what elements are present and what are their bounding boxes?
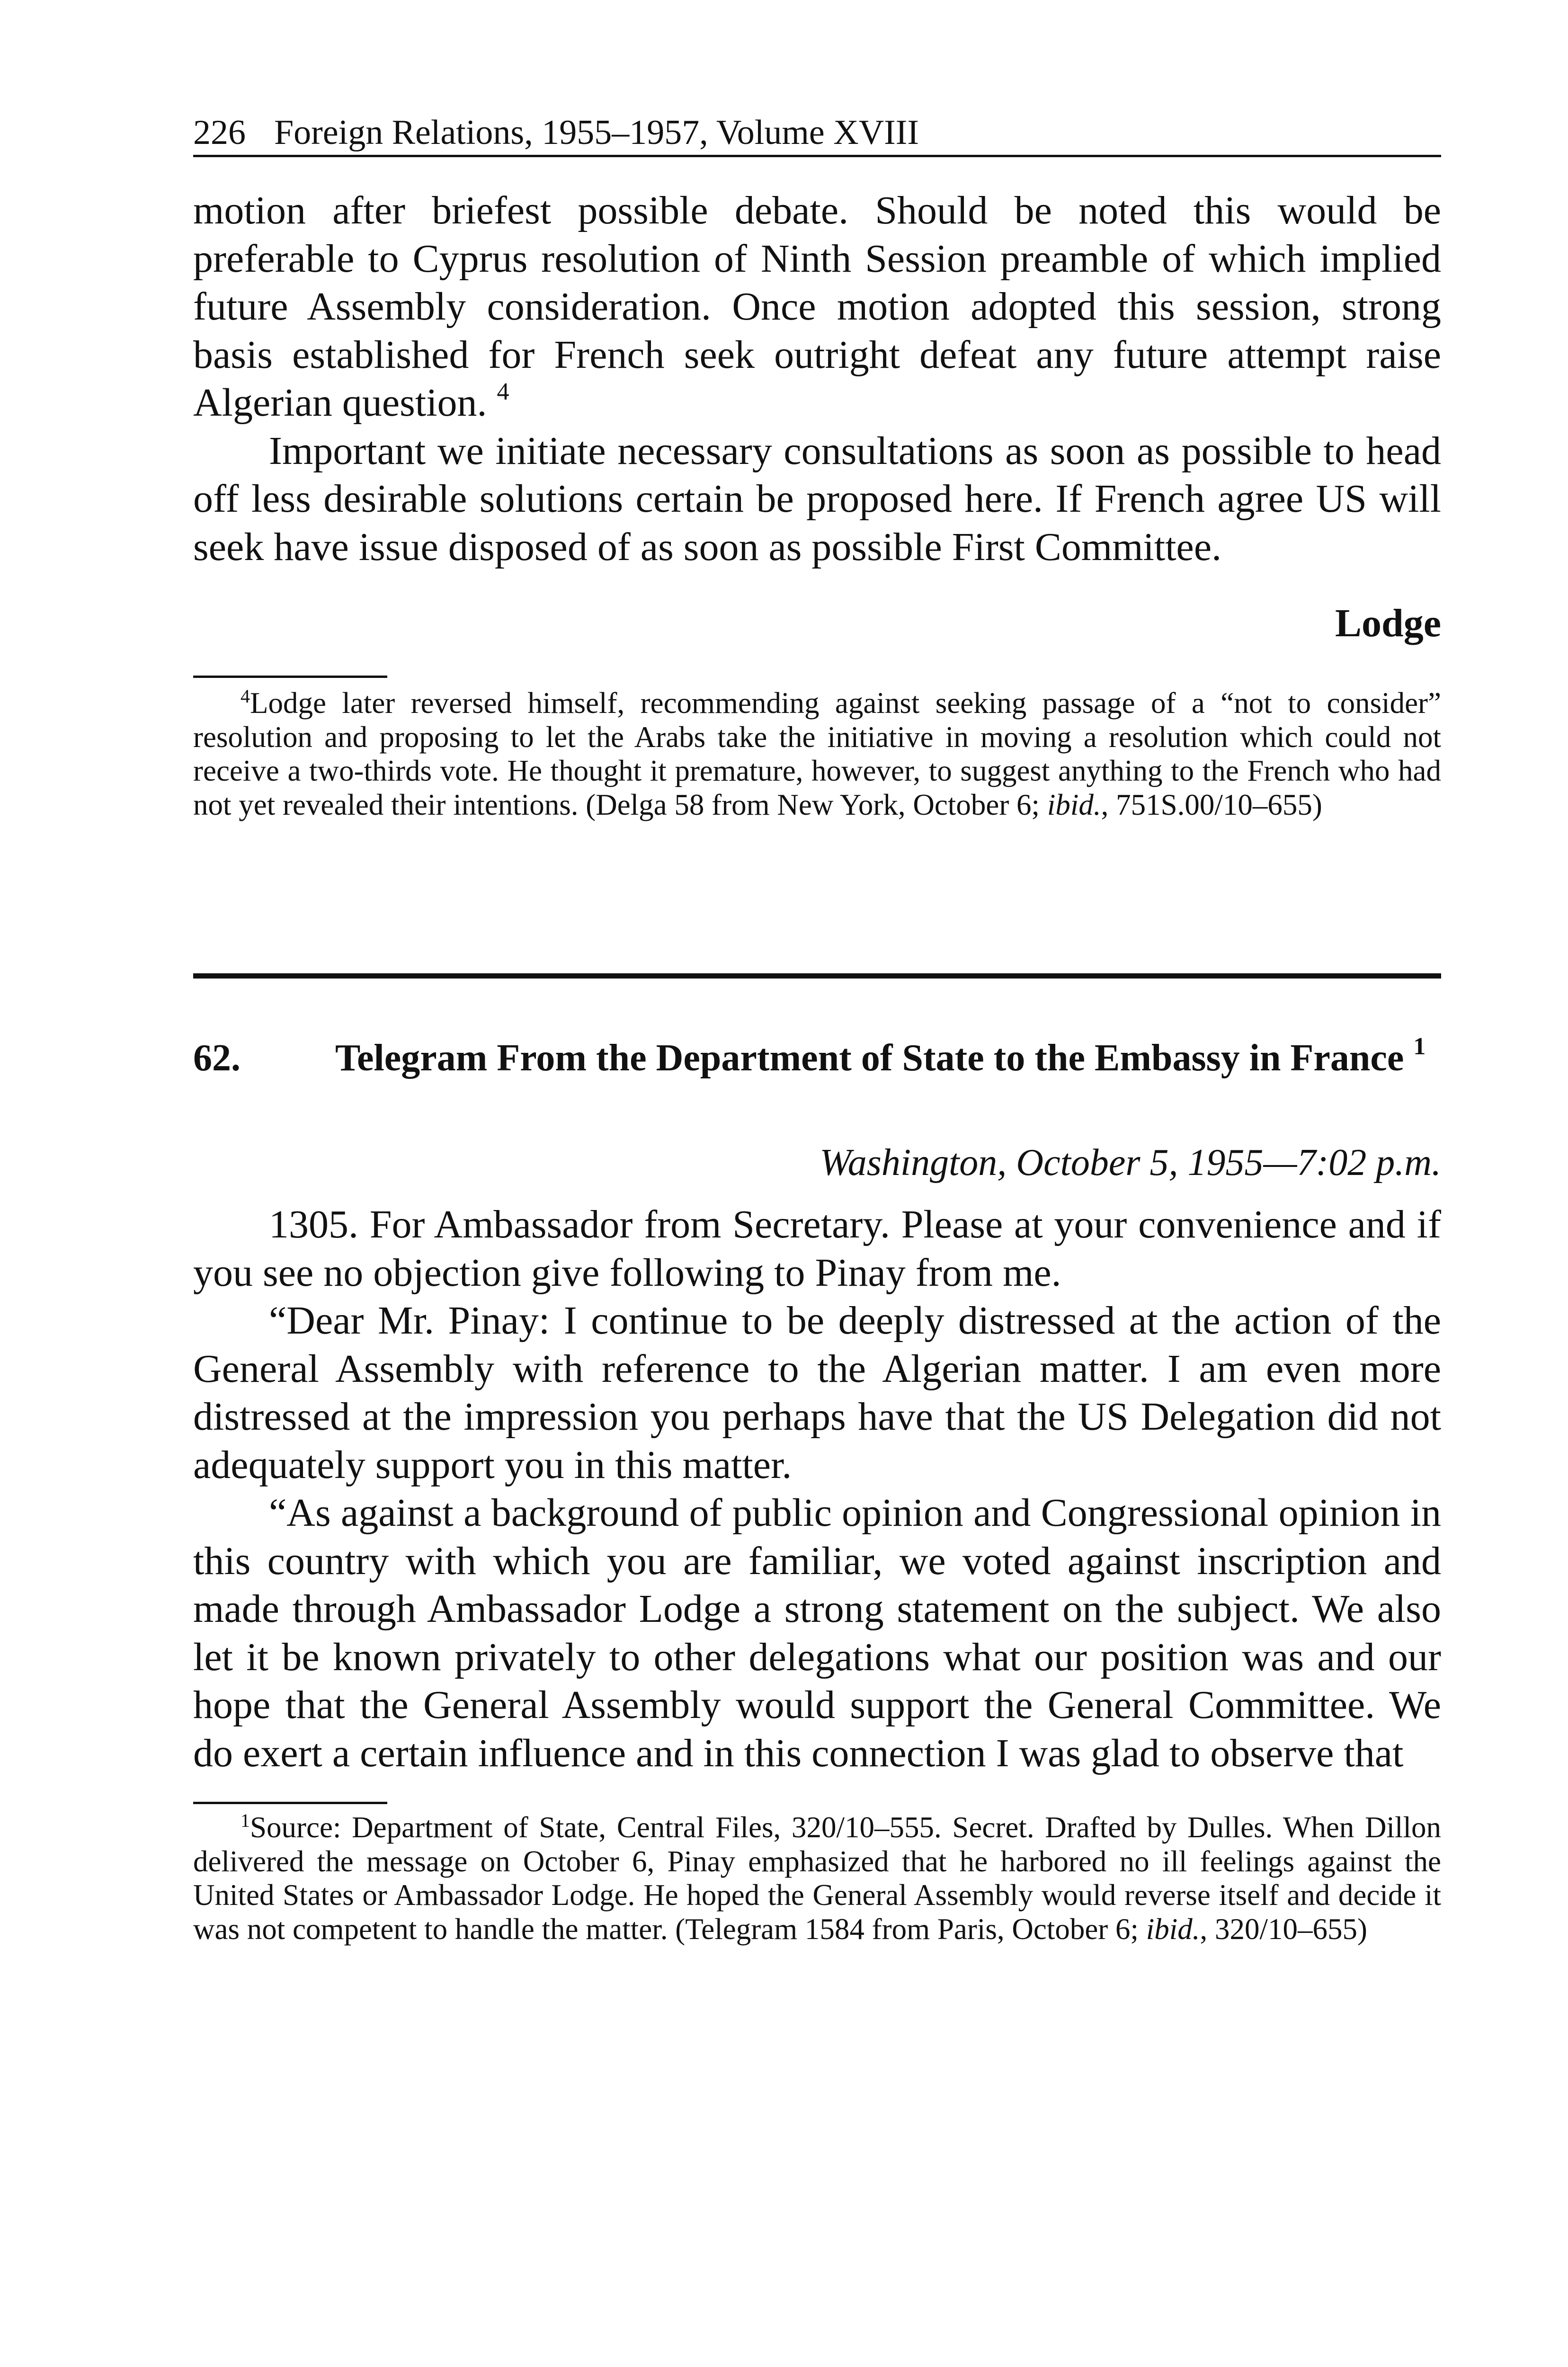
footnote-ibid: ibid.	[1047, 788, 1101, 821]
running-header	[193, 111, 1441, 157]
footnote	[193, 686, 1441, 822]
footnote-text: Lodge later reversed himself, recommending against seeking passage of a “not to consider” resolution and proposing to let the Arabs take the initiative in moving a resolution which could not receive a two-thirds vote. He thought it premature, however, to suggest anything to the French who had not yet revealed their intentions. (Delga 58 from New York, October 6;	[193, 686, 1441, 821]
document-heading	[193, 1034, 1441, 1082]
footnote	[193, 1811, 1441, 1946]
document-number: 62.	[193, 1037, 241, 1079]
running-title: Foreign Relations, 1955–1957, Volume XVIII	[274, 113, 919, 152]
footnote-reference: 4	[497, 378, 509, 405]
section-divider	[193, 973, 1441, 979]
document-body	[193, 1201, 1441, 1777]
document-title-wrapper	[335, 1034, 1441, 1082]
paragraph: “As against a background of public opinion and Congressional opinion in this country with which you are familiar, we voted against inscription and made through Ambassador Lodge a strong statement on the subject. We also let it be known privately to other delegations what our position was and our hope that the General Assembly would support the General Committee. We do exert a certain influence and in this connection I was glad to observe that	[193, 1491, 1441, 1775]
dateline: Washington, October 5, 1955—7:02 p.m.	[820, 1142, 1441, 1184]
signature: Lodge	[1335, 601, 1441, 645]
continued-text	[193, 187, 1441, 571]
paragraph: “Dear Mr. Pinay: I continue to be deeply distressed at the action of the General Assembly with reference to the Algerian matter. I am even more distressed at the impression you perhaps have that the US Delegation did not adequately support you in this matter.	[193, 1299, 1441, 1487]
footnote-citation: , 751S.00/10–655)	[1101, 788, 1322, 821]
footnote-marker: 4	[241, 685, 250, 707]
footnote-reference: 1	[1413, 1033, 1426, 1060]
footnote-marker: 1	[241, 1810, 250, 1831]
page-number: 226	[193, 113, 246, 152]
paragraph	[193, 187, 1441, 427]
document-title: Telegram From the Department of State to the Embassy in France	[335, 1037, 1404, 1079]
footnote-citation: , 320/10–655)	[1200, 1912, 1368, 1946]
paragraph: 1305. For Ambassador from Secretary. Please at your convenience and if you see no objection give following to Pinay from me.	[193, 1202, 1441, 1295]
book-page	[193, 111, 1441, 1946]
footnote-text: Source: Department of State, Central Files, 320/10–555. Secret. Drafted by Dulles. When Dillon delivered the message on October 6, Pinay emphasized that he harbored no ill feelings against the United States or Ambassador Lodge. He hoped the General Assembly would reverse itself and decide it was not competent to handle the matter. (Telegram 1584 from Paris, October 6;	[193, 1811, 1441, 1946]
paragraph: Important we initiate necessary consultations as soon as possible to head off less desirable solutions certain be proposed here. If French agree US will seek have issue disposed of as soon as possible First Committee.	[193, 428, 1441, 569]
footnote-ibid: ibid.	[1146, 1912, 1200, 1946]
paragraph-text: motion after briefest possible debate. Should be noted this would be preferable to Cyprus resolution of Ninth Session preamble of which implied future Assembly consideration. Once motion adopted this session, strong basis established for French seek outright defeat any future attempt raise Algerian question.	[193, 188, 1441, 425]
